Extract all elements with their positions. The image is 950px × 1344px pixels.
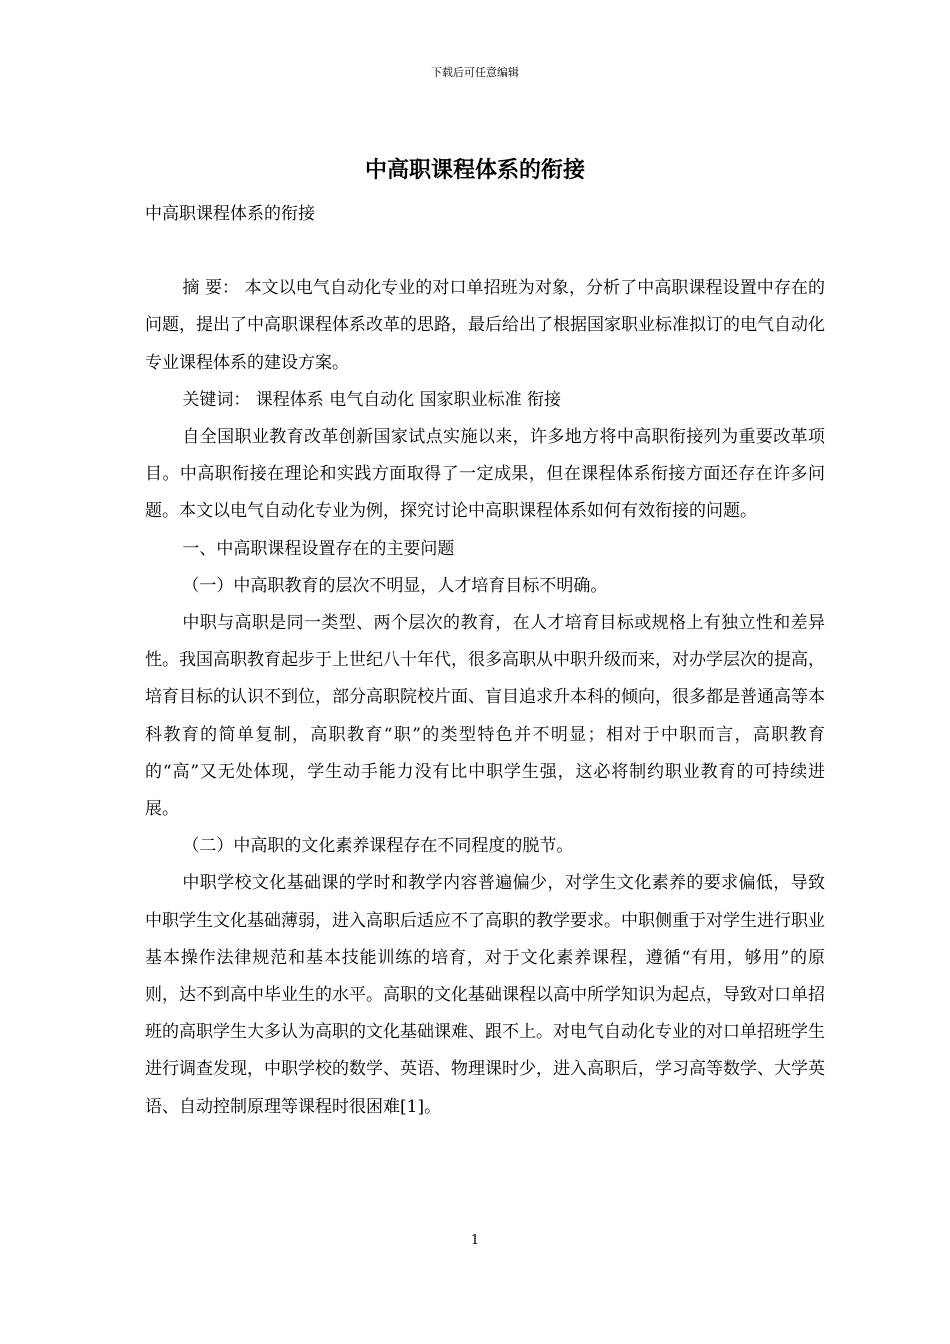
document-body	[145, 196, 825, 1126]
subsection-heading-1: （一）中高职教育的层次不明显，人才培育目标不明确。	[182, 575, 608, 596]
page-header: 下载后可任意编辑	[431, 66, 519, 79]
intro-paragraph: 自全国职业教育改革创新国家试点实施以来，许多地方将中高职衔接列为重要改革项目。中高职衔接在理论和实践方面取得了一定成果，但在课程体系衔接方面还存在许多问题。本文以电气自动化专业为例，探究讨论中高职课程体系如何有效衔接的问题。	[145, 427, 825, 522]
section-heading: 一、中高职课程设置存在的主要问题	[182, 538, 455, 559]
body-paragraph-1: 中职与高职是同一类型、两个层次的教育，在人才培育目标或规格上有独立性和差异性。我国高职教育起步于上世纪八十年代，很多高职从中职升级而来，对办学层次的提高，培育目标的认识不到位，部分高职院校片面、盲目追求升本科的倾向，很多都是普通高等本科教育的简单复制，高职教育“职”的类型特色并不明显；相对于中职而言，高职教育的“高”又无处体现，学生动手能力没有比中职学生强，这必将制约职业教育的可持续进展。	[145, 613, 825, 820]
subsection-heading-2: （二）中高职的文化素养课程存在不同程度的脱节。	[182, 836, 574, 857]
page-number: 1	[470, 1233, 480, 1248]
document-subtitle: 中高职课程体系的衔接	[145, 204, 315, 224]
document-title: 中高职课程体系的衔接	[364, 157, 585, 183]
abstract-paragraph: 摘 要： 本文以电气自动化专业的对口单招班为对象，分析了中高职课程设置中存在的问题，提出了中高职课程体系改革的思路，最后给出了根据国家职业标准拟订的电气自动化专业课程体系的建设方案。	[145, 278, 825, 373]
body-paragraph-2: 中职学校文化基础课的学时和教学内容普遍偏少，对学生文化素养的要求偏低，导致中职学生文化基础薄弱，进入高职后适应不了高职的教学要求。中职侧重于对学生进行职业基本操作法律规范和基本技能训练的培育，对于文化素养课程，遵循“有用，够用”的原则，达不到高中毕业生的水平。高职的文化基础课程以高中所学知识为起点，导致对口单招班的高职学生大多认为高职的文化基础课难、跟不上。对电气自动化专业的对口单招班学生进行调查发现，中职学校的数学、英语、物理课时少，进入高职后，学习高等数学、大学英语、自动控制原理等课程时很困难[1]。	[145, 873, 825, 1117]
keywords-paragraph: 关键词： 课程体系 电气自动化 国家职业标准 衔接	[182, 389, 562, 410]
